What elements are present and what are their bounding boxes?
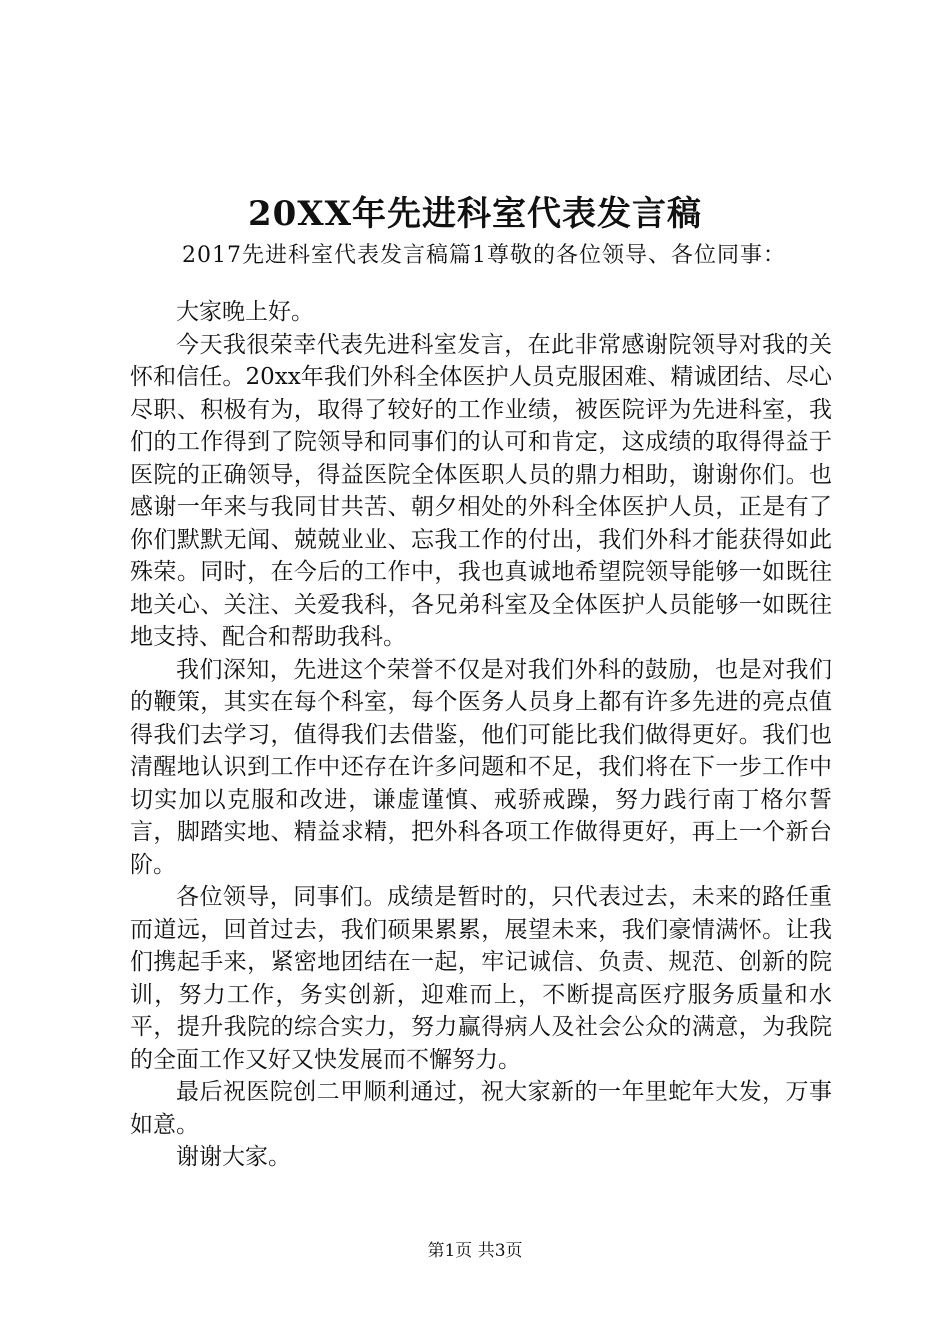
paragraph-wishes: 最后祝医院创二甲顺利通过，祝大家新的一年里蛇年大发，万事如意。 (130, 1079, 832, 1138)
paragraph-closing: 谢谢大家。 (176, 1144, 291, 1170)
paragraph-thanks: 今天我很荣幸代表先进科室发言，在此非常感谢院领导对我的关怀和信任。20xx年我们外科全体医护人员克服困难、精诚团结、尽心尽职、积极有为，取得了较好的工作业绩，被医院评为先进科室，我们的工作得到了院领导和同事们的认可和肯定，这成绩的取得得益于医院的正确领导，得益医院全体医职人员的鼎力相助，谢谢你们。也感谢一年来与我同甘共苦、朝夕相处的外科全体医护人员，正是有了你们默默无闻、兢兢业业、忘我工作的付出，我们外科才能获得如此殊荣。同时，在今后的工作中，我也真诚地希望院领导能够一如既往地关心、关注、关爱我科，各兄弟科室及全体医护人员能够一如既往地支持、配合和帮助我科。 (130, 331, 832, 650)
paragraph-reflection: 我们深知，先进这个荣誉不仅是对我们外科的鼓励，也是对我们的鞭策，其实在每个科室，每个医务人员身上都有许多先进的亮点值得我们去学习，值得我们去借鉴，他们可能比我们做得更好。我们也清醒地认识到工作中还存在许多问题和不足，我们将在下一步工作中切实加以克服和改进，谦虚谨慎、戒骄戒躁，努力践行南丁格尔誓言，脚踏实地、精益求精，把外科各项工作做得更好，再上一个新台阶。 (130, 656, 832, 878)
paragraph-greeting: 大家晚上好。 (176, 299, 314, 325)
document-title: 20XX年先进科室代表发言稿 (247, 194, 703, 234)
document-body (130, 296, 832, 1174)
page-footer: 第1页 共3页 (427, 1241, 523, 1261)
document-subtitle: 2017先进科室代表发言稿篇1尊敬的各位领导、各位同事： (182, 243, 786, 268)
paragraph-outlook: 各位领导，同事们。成绩是暂时的，只代表过去，未来的路任重而道远，回首过去，我们硕果累累，展望未来，我们豪情满怀。让我们携起手来，紧密地团结在一起，牢记诚信、负责、规范、创新的院训，努力工作，务实创新，迎难而上，不断提高医疗服务质量和水平，提升我院的综合实力，努力赢得病人及社会公众的满意，为我院的全面工作又好又快发展而不懈努力。 (130, 884, 832, 1073)
